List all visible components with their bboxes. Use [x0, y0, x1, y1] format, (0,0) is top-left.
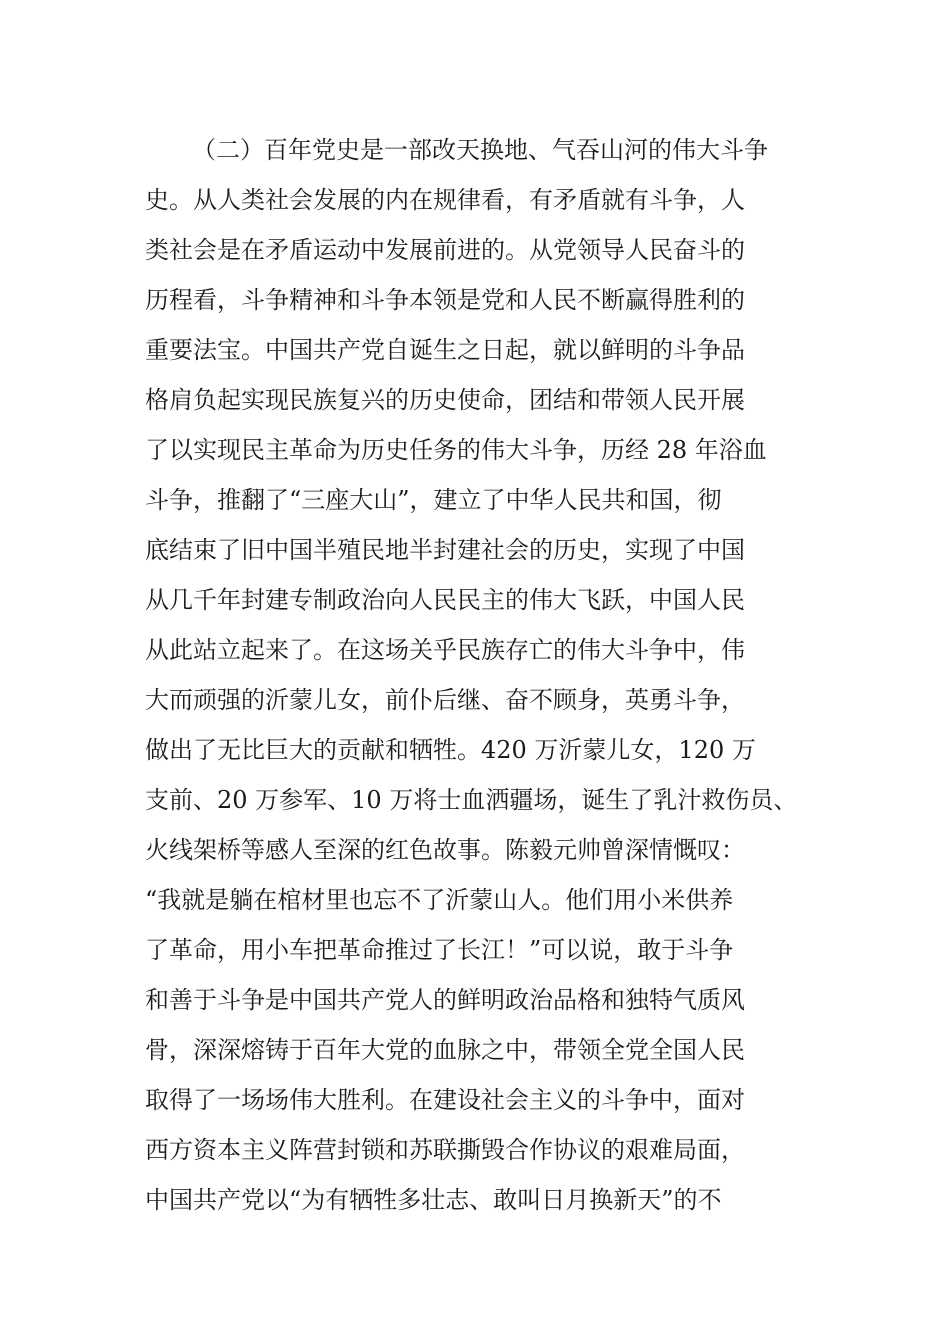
text-line-15: 火线架桥等感人至深的红色故事。陈毅元帅曾深情慨叹： — [145, 836, 745, 864]
text-line-9: 底结束了旧中国半殖民地半封建社会的历史，实现了中国 — [145, 536, 745, 564]
text-line-16: “我就是躺在棺材里也忘不了沂蒙山人。他们用小米供养 — [145, 886, 734, 914]
text-line-4: 历程看，斗争精神和斗争本领是党和人民不断赢得胜利的 — [145, 286, 745, 314]
text-line-12: 大而顽强的沂蒙儿女，前仆后继、奋不顾身，英勇斗争， — [145, 686, 745, 714]
text-line-20: 取得了一场场伟大胜利。在建设社会主义的斗争中，面对 — [145, 1086, 745, 1114]
text-line-5: 重要法宝。中国共产党自诞生之日起，就以鲜明的斗争品 — [145, 336, 745, 364]
text-line-6: 格肩负起实现民族复兴的历史使命，团结和带领人民开展 — [145, 386, 745, 414]
text-line-2: 史。从人类社会发展的内在规律看，有矛盾就有斗争，人 — [145, 186, 745, 214]
text-line-14: 支前、20 万参军、10 万将士血洒疆场，诞生了乳汁救伤员、 — [145, 786, 798, 814]
text-line-21: 西方资本主义阵营封锁和苏联撕毁合作协议的艰难局面， — [145, 1136, 745, 1164]
text-line-8: 斗争，推翻了“三座大山”，建立了中华人民共和国，彻 — [145, 486, 722, 514]
text-line-7: 了以实现民主革命为历史任务的伟大斗争，历经 28 年浴血 — [145, 436, 767, 464]
text-line-19: 骨，深深熔铸于百年大党的血脉之中，带领全党全国人民 — [145, 1036, 745, 1064]
text-line-22: 中国共产党以“为有牺牲多壮志、敢叫日月换新天”的不 — [145, 1186, 722, 1214]
text-line-18: 和善于斗争是中国共产党人的鲜明政治品格和独特气质风 — [145, 986, 745, 1014]
text-line-10: 从几千年封建专制政治向人民民主的伟大飞跃，中国人民 — [145, 586, 745, 614]
text-line-3: 类社会是在矛盾运动中发展前进的。从党领导人民奋斗的 — [145, 236, 745, 264]
text-line-17: 了革命，用小车把革命推过了长江！”可以说，敢于斗争 — [145, 936, 734, 964]
text-line-11: 从此站立起来了。在这场关乎民族存亡的伟大斗争中，伟 — [145, 636, 745, 664]
text-line-1: （二）百年党史是一部改天换地、气吞山河的伟大斗争 — [192, 136, 768, 164]
text-line-13: 做出了无比巨大的贡献和牺牲。420 万沂蒙儿女，120 万 — [145, 736, 756, 764]
